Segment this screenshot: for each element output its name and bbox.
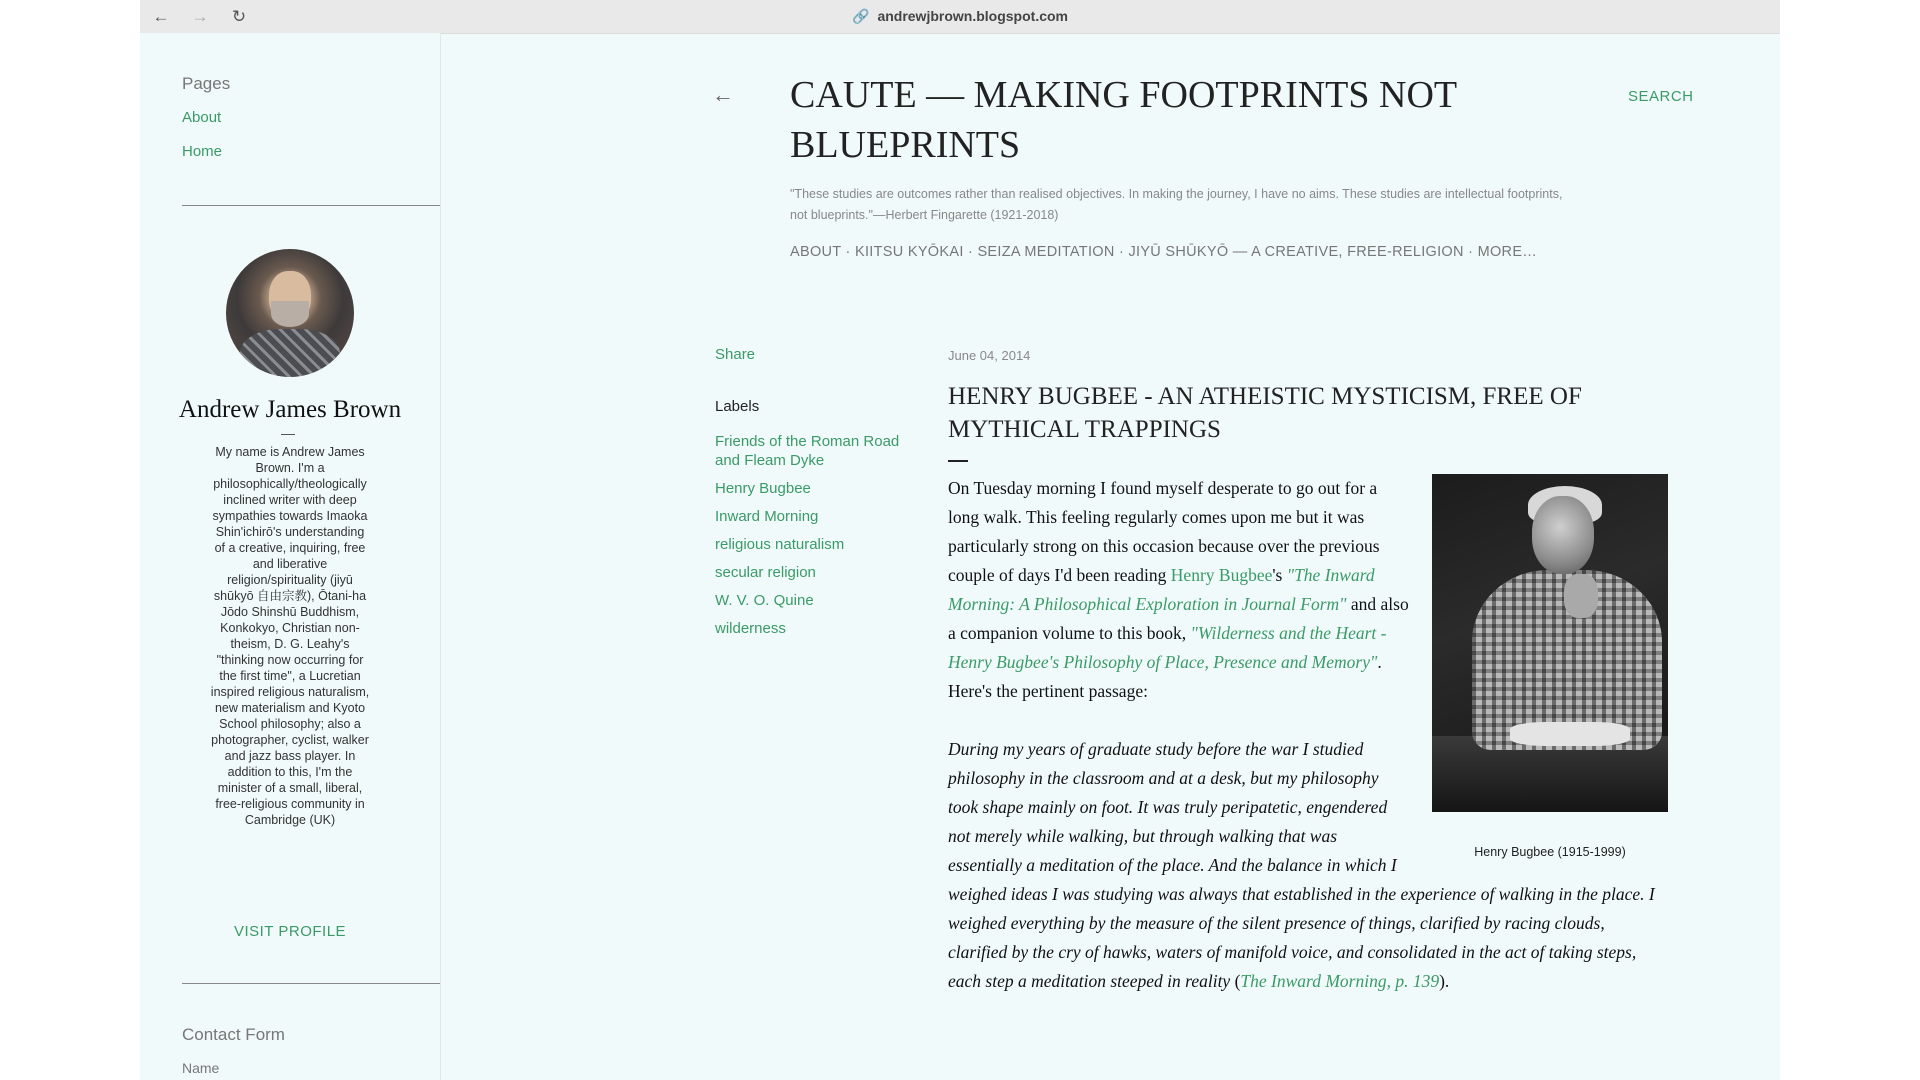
nav-item-more[interactable]: MORE… xyxy=(1477,244,1538,260)
henry-bugbee-photo[interactable] xyxy=(1432,474,1668,812)
blog-title[interactable]: CAUTE — MAKING FOOTPRINTS NOT BLUEPRINTS xyxy=(790,74,1457,166)
nav-item-kiitsu-kyokai[interactable]: KIITSU KYŌKAI xyxy=(855,244,964,260)
blog-tagline: "These studies are outcomes rather than realised objectives. In making the journey, I have no aims. These studies are intellectual footprints, not blueprints."—Herbert Fingarette (1921-2018) xyxy=(790,187,1563,222)
link-inward-morning-book[interactable]: "The Inward Morning: A Philosophical Exploration in Journal Form" xyxy=(948,565,1375,614)
post-quote: During my years of graduate study before the war I studied philosophy in the classroom and at a desk, but my philosophy took shape mainly on foot. It was truly peripatetic, engendered not merely while walking, but through walking that was essentially a meditation of the place. And the balance in which I weighed ideas I was studying was always that established in the experience of walking in the place. I weighed everything by the measure of the silent presence of things, clarified by racing clouds, clarified by the cry of hawks, waters of manifold voice, and consolidated in the act of taking steps, each step a meditation steeped in reality (The Inward Morning, p. 139). xyxy=(948,739,1655,991)
name-label: Name xyxy=(182,1060,220,1076)
post-title-divider xyxy=(948,460,968,462)
post-body xyxy=(948,474,1668,1025)
address-bar[interactable] xyxy=(140,8,1780,25)
label-link[interactable]: secular religion xyxy=(715,564,816,581)
browser-toolbar xyxy=(140,0,1780,34)
sidebar-link-about[interactable]: About xyxy=(182,109,222,126)
labels-heading: Labels xyxy=(715,398,760,415)
sidebar-divider-2 xyxy=(182,983,440,984)
sidebar-divider xyxy=(182,205,440,206)
avatar[interactable] xyxy=(226,249,354,377)
label-link[interactable]: religious naturalism xyxy=(715,536,845,553)
profile-divider xyxy=(281,434,295,435)
nav-item-jiyu-shukyo[interactable]: JIYŪ SHŪKYŌ — A CREATIVE, FREE-RELIGION xyxy=(1128,244,1464,260)
link-icon: 🔗 xyxy=(852,8,870,24)
back-arrow-icon[interactable]: ← xyxy=(712,82,734,107)
pages-heading: Pages xyxy=(182,74,231,93)
visit-profile-link[interactable]: VISIT PROFILE xyxy=(233,923,347,940)
sidebar xyxy=(140,33,441,1080)
photo-caption: Henry Bugbee (1915-1999) xyxy=(1474,845,1626,859)
post-date: June 04, 2014 xyxy=(948,348,1031,363)
photo-figure xyxy=(1432,474,1668,867)
label-link[interactable]: Friends of the Roman Road and Fleam Dyke xyxy=(715,433,900,469)
contact-form-heading: Contact Form xyxy=(182,1025,285,1044)
label-link[interactable]: W. V. O. Quine xyxy=(715,592,814,609)
label-link[interactable]: Henry Bugbee xyxy=(715,480,811,497)
link-wilderness-heart-book[interactable]: "Wilderness and the Heart - Henry Bugbee's Philosophy of Place, Presence and Memory" xyxy=(948,623,1387,672)
back-icon[interactable]: ← xyxy=(152,7,170,26)
post-paragraph: On Tuesday morning I found myself desperate to go out for a long walk. This feeling regularly comes upon me but it was particularly strong on this occasion because over the previous couple of days I'd been reading Henry Bugbee's "The Inward Morning: A Philosophical Exploration in Journal Form" and also a companion volume to this book, "Wilderness and the Heart - Henry Bugbee's Philosophy of Place, Presence and Memory". Here's the pertinent passage: xyxy=(948,478,1409,701)
url-text: andrewjbrown.blogspot.com xyxy=(877,8,1068,24)
share-button[interactable]: Share xyxy=(715,346,756,363)
profile-name[interactable]: Andrew James Brown xyxy=(178,396,402,423)
link-inward-morning-citation[interactable]: The Inward Morning, p. 139 xyxy=(1240,971,1440,991)
forward-icon[interactable]: → xyxy=(191,7,209,26)
browser-window xyxy=(140,0,1780,1080)
sidebar-link-home[interactable]: Home xyxy=(182,143,223,160)
nav-item-seiza-meditation[interactable]: SEIZA MEDITATION xyxy=(977,244,1115,260)
nav-item-about[interactable]: ABOUT xyxy=(790,244,842,260)
label-link[interactable]: wilderness xyxy=(715,620,786,637)
link-henry-bugbee[interactable]: Henry Bugbee xyxy=(1170,565,1273,585)
label-link[interactable]: Inward Morning xyxy=(715,508,819,525)
top-navigation: ABOUT · KIITSU KYŌKAI · SEIZA MEDITATION · JIYŪ SHŪKYŌ — A CREATIVE, FREE-RELIGION · MORE… xyxy=(790,244,1538,260)
profile-bio: My name is Andrew James Brown. I'm a philosophically/theologically inclined writer with deep sympathies towards Imaoka Shin'ichirō's understanding of a creative, inquiring, free and liberative religion/spirituality (jiyū shūkyō 自由宗教), Ōtani-ha Jōdo Shinshū Buddhism, Konkokyo, Christian non-theism, D. G. Leahy's "thinking now occurring for the first time", a Lucretian inspired religious naturalism, new materialism and Kyoto School philosophy; also a photographer, cyclist, walker and jazz bass player. In addition to this, I'm the minister of a small, liberal, free-religious community in Cambridge (UK) xyxy=(210,445,370,827)
label-list xyxy=(715,432,925,647)
reload-icon[interactable]: ↻ xyxy=(231,7,247,26)
post-title[interactable]: HENRY BUGBEE - AN ATHEISTIC MYSTICISM, FREE OF MYTHICAL TRAPPINGS xyxy=(948,383,1582,443)
search-button[interactable]: SEARCH xyxy=(1628,88,1694,105)
